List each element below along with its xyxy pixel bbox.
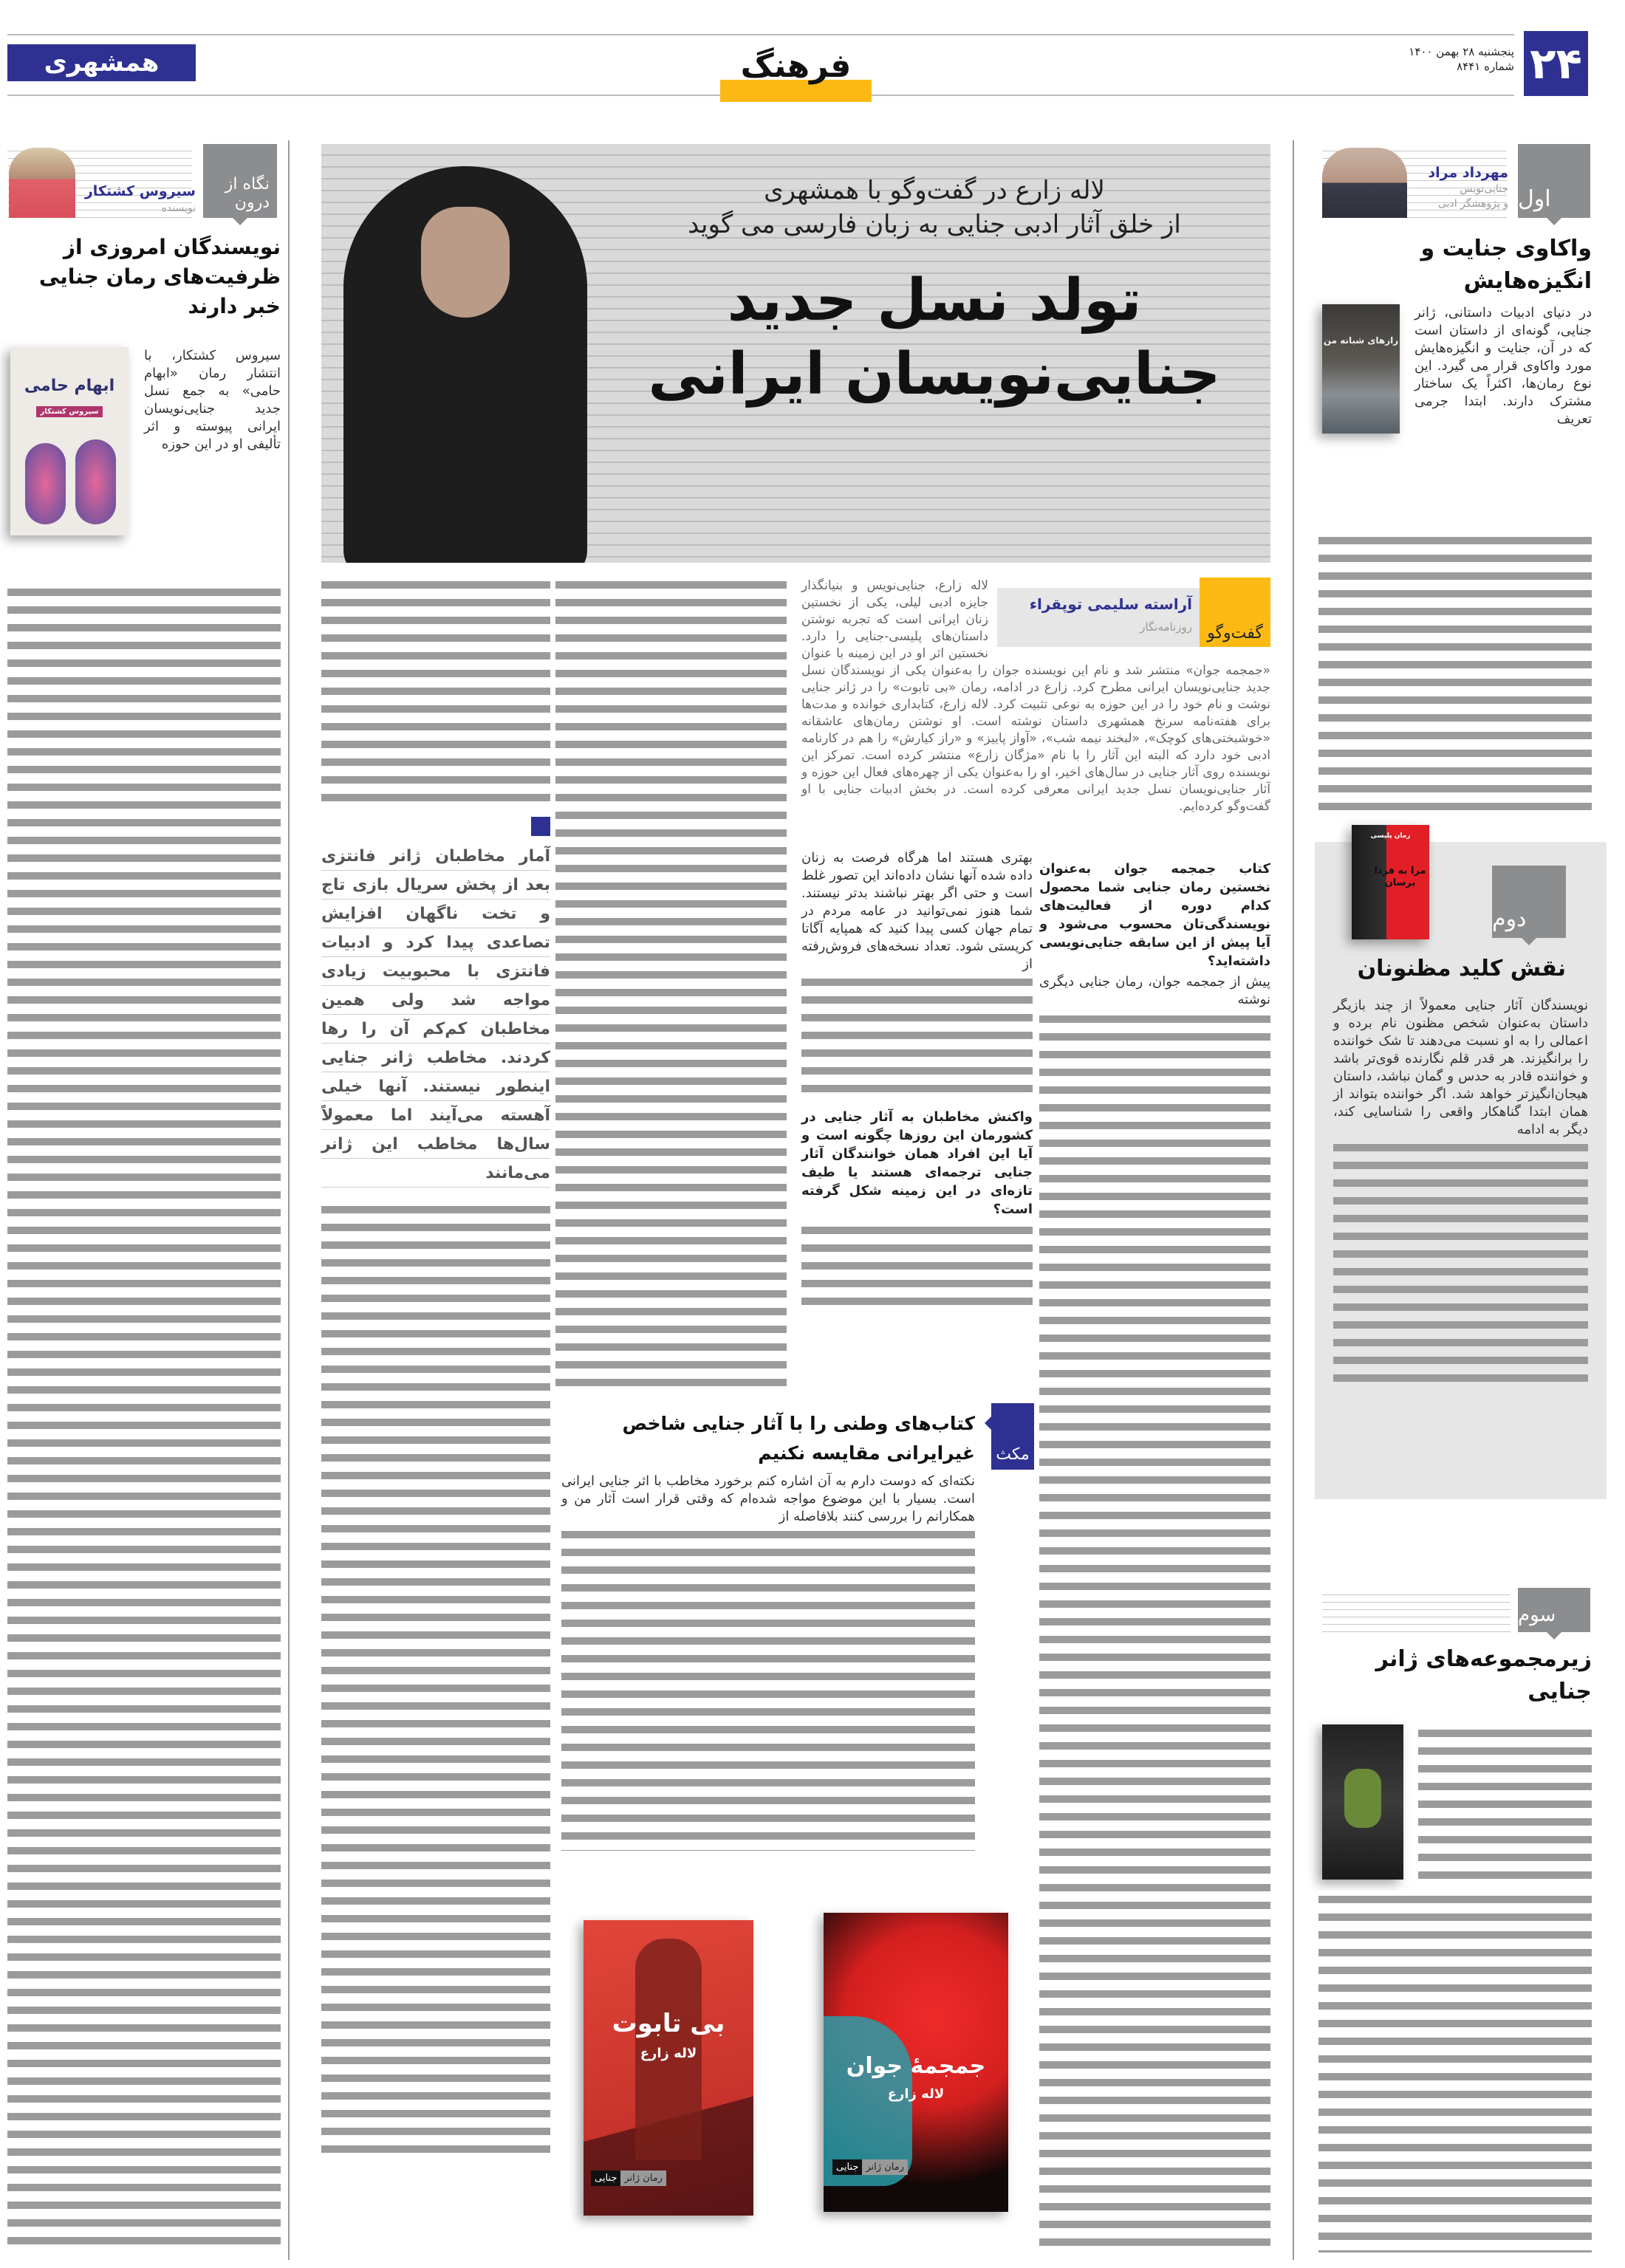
article-text-block — [1318, 532, 1592, 812]
pull-quote: آمار مخاطبان ژانر فانتزی بعد از پخش سریال بازی تاج و تخت ناگهان افزایش تصاعدی پیدا کرد و ادبیات فانتزی با محبوبیت زیادی مواجه شد ولی همین مخاطبان کم‌کم آن را رها کردند. مخاطب ژانر جنایی اینطور نیستند. آنها خیلی آهسته می‌آیند اما معمولاً سال‌ها مخاطب این ژانر می‌مانند — [321, 842, 550, 1188]
book-cover-third — [1322, 1724, 1403, 1880]
article-text-block — [555, 576, 787, 1388]
author-role: و پژوهشگر ادبی — [1437, 198, 1508, 210]
issue-date: پنجشنبه ۲۸ بهمن ۱۴۰۰ — [1409, 45, 1514, 58]
book-cover-mara-be-farda — [1352, 825, 1429, 939]
article-text: نویسندگان آثار جنایی معمولاً از چند بازیگر داستان به‌عنوان شخص مظنون نام برده و اعمالی را به او نسبت می‌دهند تا شک خواننده را برانگیزند. هر قدر قلم نگارنده قوی‌تر باشد و خواننده قادر به حدس و گمان نباشد، داستان هیجان‌انگیزتر خواهد شد. اگر خواننده بتواند از همان ابتدا گناهکار واقعی را شناسایی کند، دیگر به ادامه — [1333, 998, 1588, 1137]
book-title: بی تابوت — [612, 2009, 725, 2038]
answer-1: پیش از جمجمه جوان، رمان جنایی دیگری نوشته — [1039, 974, 1270, 1007]
book-title: ابهام حامی — [24, 377, 115, 395]
page-number: ۲۴ — [1524, 31, 1588, 96]
interviewee-face — [421, 207, 510, 318]
issue-number: شماره ۸۴۴۱ — [1457, 60, 1514, 73]
makth-tag: مکث — [991, 1403, 1034, 1470]
article-text-block — [1039, 1010, 1270, 2251]
book-label: رمان ژانر — [862, 2159, 908, 2175]
kicker-line-2: از خلق آثار ادبی جنایی به زبان فارسی می گوید — [688, 210, 1181, 239]
book-label: رمان ژانر — [620, 2171, 666, 2186]
book-cover-ebham-hami — [10, 347, 129, 535]
article-text-block — [561, 1526, 975, 1851]
article-text-block — [801, 973, 1033, 1097]
intro-paragraph: لاله زارع، جنایی‌نویس و بنیانگذار جایزه ادبی لیلی، یکی از نخستین زنان ایرانی است که تجربه نوشتن داستان‌های پلیسی-جنایی را دارد. نخستین اثر او در این زمینه با عنوان «جمجمه جوان» منتشر شد و نام این نویسنده جوان را به‌عنوان یکی از نویسندگان نسل جدید جنایی‌نویسان ایرانی مطرح کرد. زارع در ادامه، رمان «بی تابوت» را در ژانر جنایی نوشت و نام خود را در این حوزه به نوعی تثبیت کرد. لاله زارع، کتابداری خوانده و مدت‌ها برای هفته‌نامه سرنخ همشهری داستان نوشته است. او نوشتن رمان‌های عاشقانه «خوشبختی‌های کوچک»، «لبخند نیمه شب»، «آواز پاییز» و «راز کیارش» را هم در کارنامه ادبی خود دارد که البته این آثار را با نام «مژگان زارع» منتشر کرده است. تمرکز این نویسنده روی آثار جنایی در سال‌های اخیر، او را به‌عنوان یکی از چهره‌های فعال این حوزه و آثار جنایی‌نویسان نسل جدید ایرانی معرفی کرده است. در بخش ادبیات جنایی با او گفت‌وگو کرده‌ایم. — [801, 578, 1270, 814]
article-title: زیرمجموعه‌های ژانر جنایی — [1375, 1646, 1592, 1705]
section-tag-second: دوم — [1492, 866, 1566, 938]
article-text-block — [1418, 1724, 1592, 1883]
answer-2: بهتری هستند اما هرگاه فرصت به زنان داده شده آنها نشان داده‌اند این تصور غلط است و حتی اگر بهتر نباشند بدتر نیستند. شما هنوز نمی‌توانید در عامه مردم در تمام جهان کسی پیدا کنید که همپایه آگاتا کریستی شود. تعداد نسخه‌های فروش‌رفته از — [801, 850, 1033, 972]
sidebar-box-makth — [555, 1403, 1034, 1876]
section-tag-third: سوم — [1518, 1588, 1590, 1632]
byline-name: آراسته سلیمی توپقراء — [1029, 595, 1192, 613]
section-tag-left: نگاه از درون — [203, 144, 277, 218]
author-role: نویسنده — [161, 202, 196, 214]
book-title: جمجمهٔ جوان — [846, 2053, 986, 2079]
article-title: نقش کلید مظنونان — [1357, 956, 1566, 981]
article-title: نویسندگان امروزی از ظرفیت‌های رمان جنایی خبر دارند — [38, 235, 281, 318]
book-title: رازهای شبانه من — [1323, 335, 1399, 346]
article-text-block — [321, 1201, 550, 2161]
article-text-block — [321, 576, 550, 806]
book-cover-bi-taboot — [584, 1920, 753, 2216]
pullquote-marker — [531, 817, 550, 836]
question-1: کتاب جمجمه جوان به‌عنوان نخستین رمان جنایی شما محصول کدام دوره از فعالیت‌های نویسندگی‌تان محسوب می‌شود و آیا پیش از این سابقه جنایی‌نویسی داشته‌اید؟ — [1039, 861, 1270, 969]
headline-line-1: تولد نسل جدید — [727, 267, 1142, 334]
author-name: مهرداد مراد — [1428, 165, 1508, 181]
article-text: سیروس کشتکار، با انتشار رمان «ابهام حامی» به جمع نسل جدید جنایی‌نویسان ایرانی پیوسته و اثر تألیفی او در این حوزه — [144, 348, 281, 452]
section-title: فرهنگ — [740, 47, 852, 85]
kicker-line-1: لاله زارع در گفت‌وگو با همشهری — [764, 176, 1105, 205]
article-text-block — [801, 1222, 1033, 1310]
headline-line-2: جنایی‌نویسان ایرانی — [648, 341, 1221, 408]
book-author: سیروس کشتکار — [36, 406, 103, 417]
book-label: جنایی — [591, 2171, 620, 2186]
author-name: سیروس کشتکار — [84, 183, 196, 199]
book-author: لاله زارع — [887, 2086, 945, 2102]
book-label: جنایی — [832, 2159, 862, 2175]
makth-title: کتاب‌های وطنی را با آثار جنایی شاخص غیرایرانی مقایسه نکنیم — [622, 1413, 975, 1464]
decorative-lines — [1322, 1588, 1511, 1632]
author-photo — [9, 148, 75, 218]
author-photo — [1322, 148, 1407, 218]
question-2: واکنش مخاطبان به آثار جنایی در کشورمان این روزها چگونه است و آیا این افراد همان خوانندگان آثار جنایی ترجمه‌ای هستند یا طیف تازه‌ای در این زمینه شکل گرفته است؟ — [801, 1109, 1033, 1217]
article-text-block — [1333, 1139, 1588, 1387]
book-cover-jomjome-javan — [824, 1913, 1008, 2212]
author-role: جنایی‌نویس — [1460, 183, 1508, 195]
book-cover-razhaye-shabane — [1322, 304, 1400, 434]
article-text: در دنیای ادبیات داستانی، ژانر جنایی، گونه‌ای از داستان است که در آن، جنایت و انگیزه‌هایش مورد واکاوی قرار می گیرد. این نوع رمان‌ها، اکثراً یک ساختار مشترک دارند. ابتدا جرمی تعریف — [1414, 305, 1592, 427]
book-author: لاله زارع — [640, 2046, 697, 2061]
interview-photo — [321, 144, 1270, 563]
makth-text: نکته‌ای که دوست دارم به آن اشاره کنم برخورد مخاطب با اثر جنایی ایرانی است. بسیار با این موضوع مواجه شده‌ام که وقتی قرار است آثار من و همکارانم را بررسی کنند بلافاصله از — [561, 1473, 975, 1524]
article-title: واکاوی جنایت و انگیزه‌هایش — [1420, 236, 1592, 294]
section-tag-first: اول — [1518, 144, 1590, 218]
book-series: رمان پلیسی — [1370, 832, 1411, 840]
interview-tag: گفت‌وگو — [1200, 578, 1270, 647]
article-text-block — [7, 583, 281, 2252]
book-title: مرا به فردا برسان — [1374, 866, 1426, 888]
byline-box — [997, 588, 1270, 647]
byline-role: روزنامه‌نگار — [1140, 620, 1192, 634]
article-text-block — [1318, 1891, 1592, 2252]
newspaper-logo: همشهری — [7, 44, 196, 81]
